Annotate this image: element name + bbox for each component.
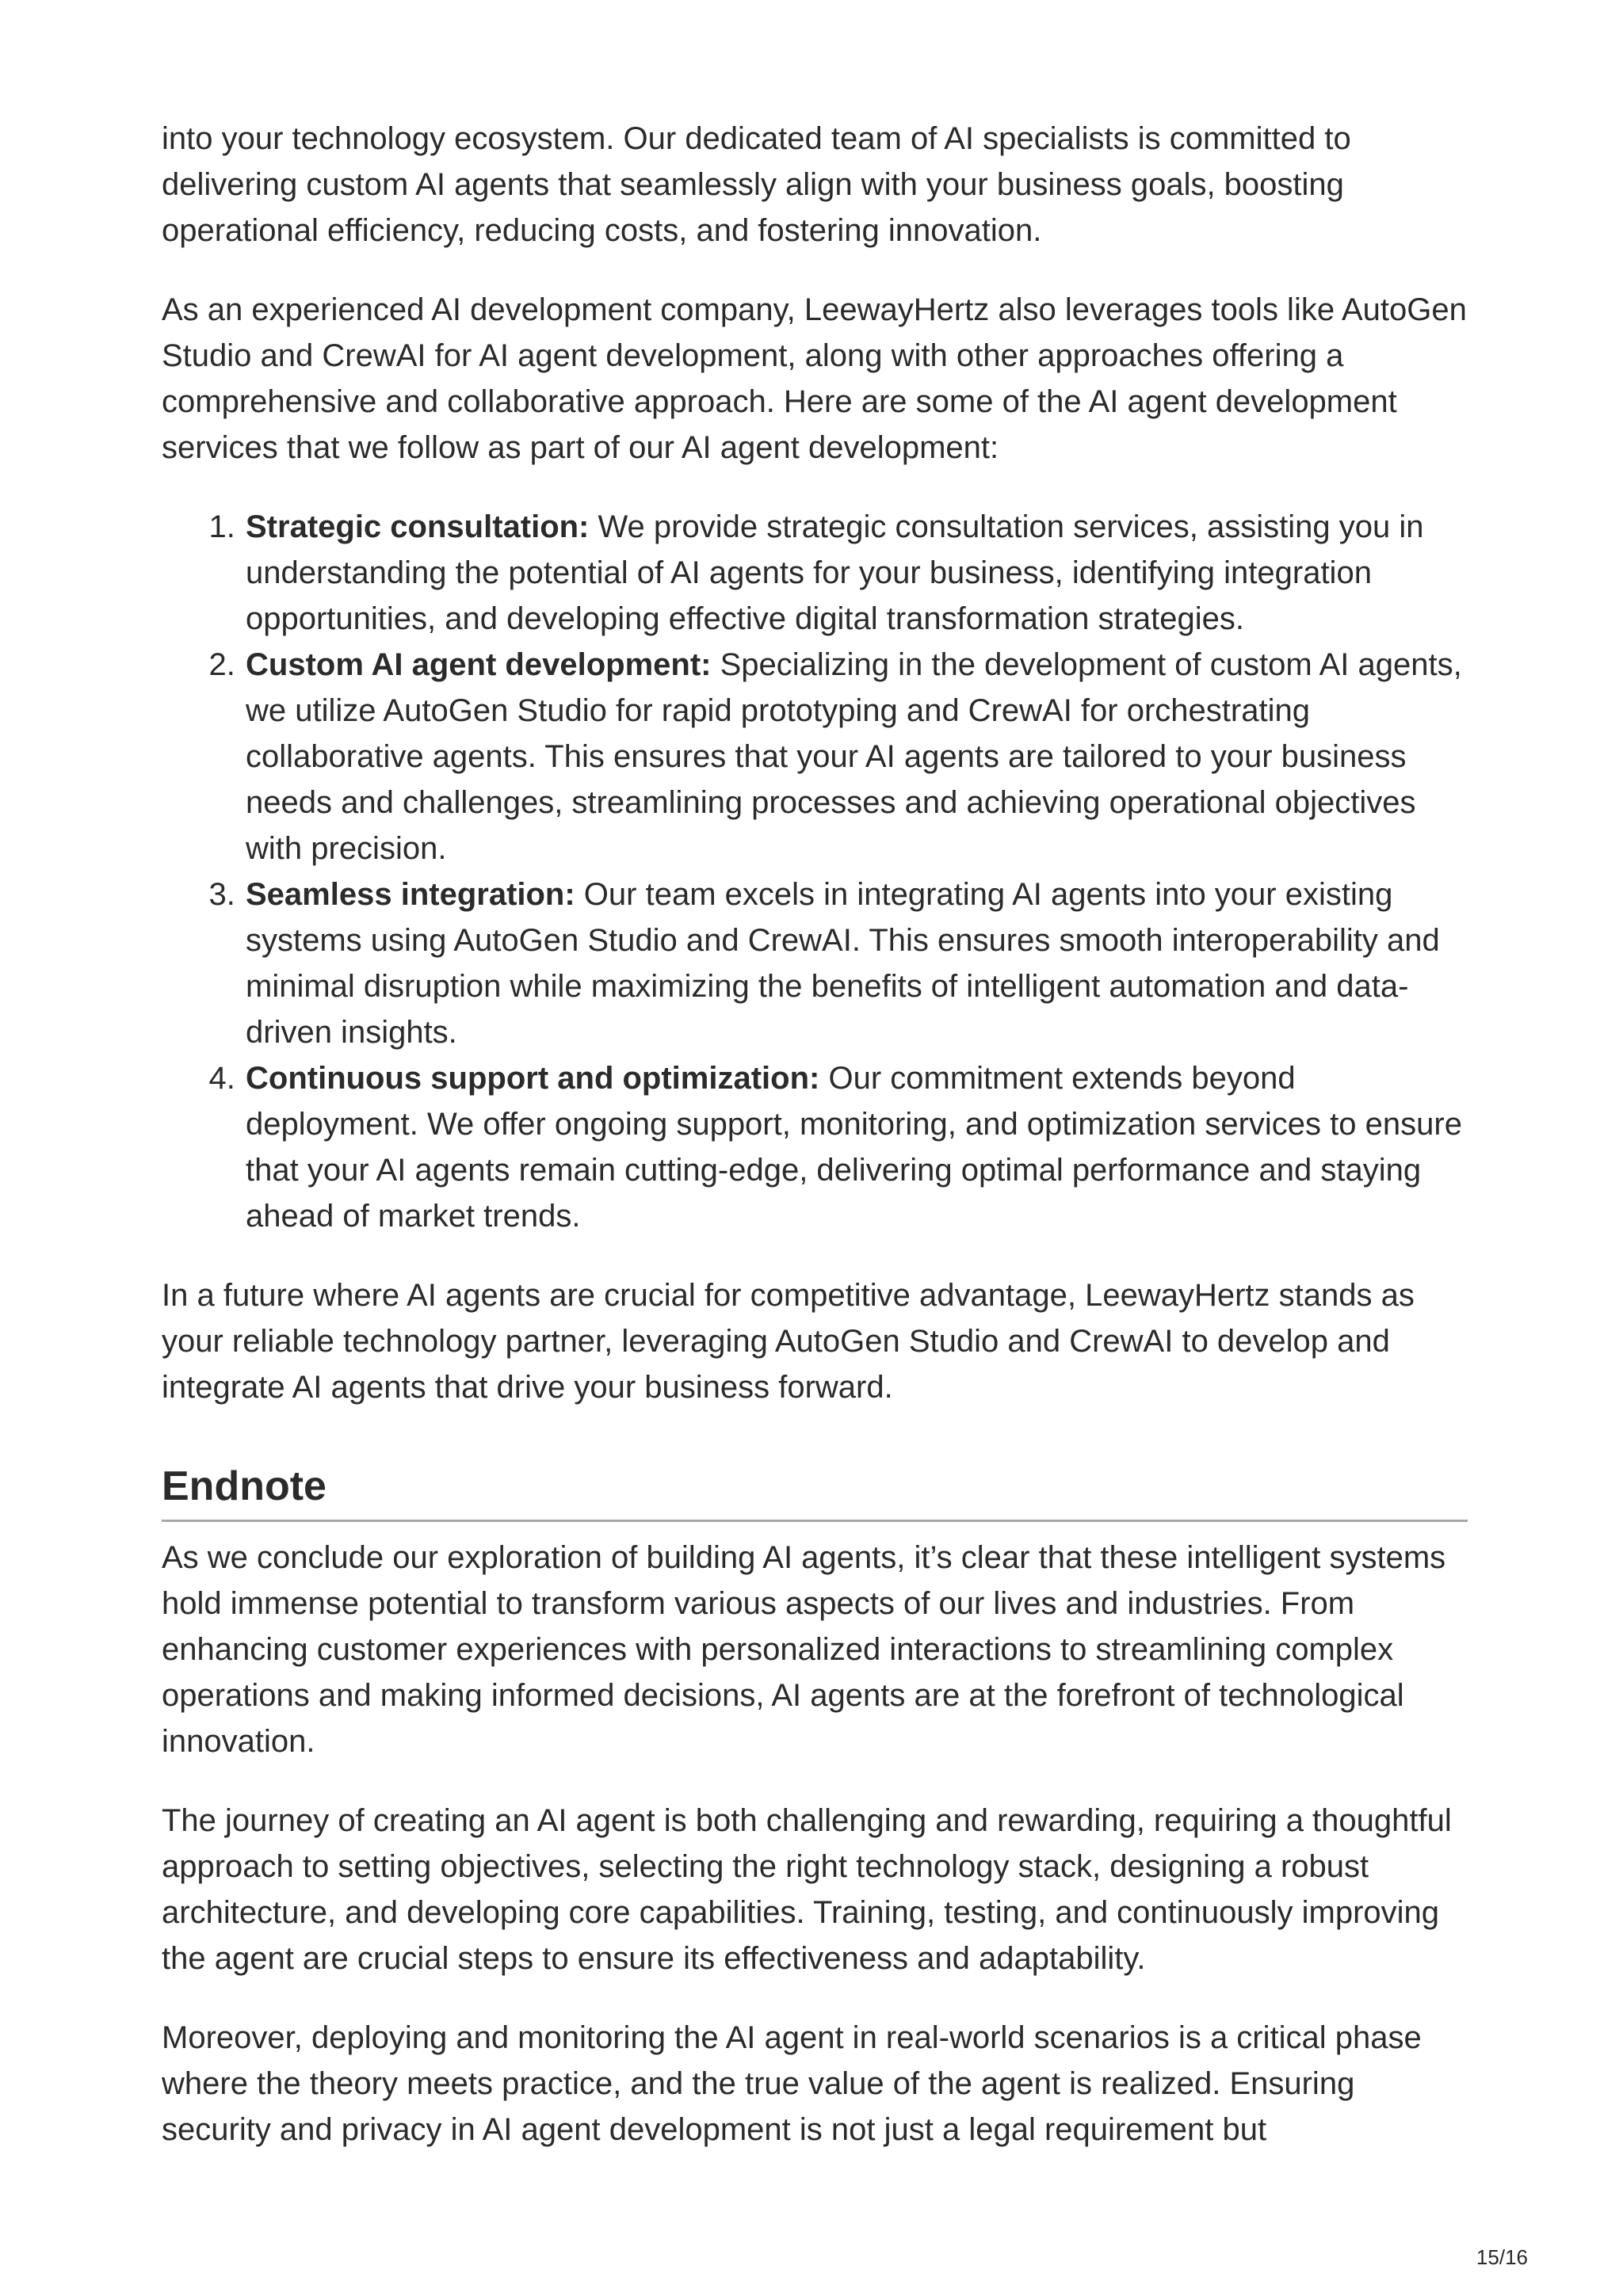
list-item-title: Custom AI agent development: [246, 647, 712, 682]
list-item-title: Continuous support and optimization: [246, 1061, 820, 1096]
list-item [244, 871, 1468, 1055]
closing-paragraph: In a future where AI agents are crucial for competitive advantage, LeewayHertz stands as your reliable technology partner, leveraging AutoGen Studio and CrewAI to develop and integrate AI agents that drive your business forward. [162, 1278, 1415, 1405]
list-item-text: We provide strategic consultation services, assisting you in understanding the potential of AI agents for your business, identifying integration opportunities, and developing effective digital transformation strategies. [246, 509, 1424, 636]
list-item-text: Our commitment extends beyond deployment. We offer ongoing support, monitoring, and optimization services to ensure that your AI agents remain cutting-edge, delivering optimal performance and staying ahead of market trends. [246, 1061, 1462, 1234]
page-number: 15/16 [1476, 2245, 1528, 2269]
intro-paragraph-1: into your technology ecosystem. Our dedicated team of AI specialists is committed to delivering custom AI agents that seamlessly align with your business goals, boosting operational efficiency, reducing costs, and fostering innovation. [162, 121, 1351, 248]
list-item-text: Our team excels in integrating AI agents into your existing systems using AutoGen Studio and CrewAI. This ensures smooth interoperability and minimal disruption while maximizing the benefits of intelligent automation and data-driven insights. [246, 877, 1440, 1050]
endnote-paragraph-2: The journey of creating an AI agent is both challenging and rewarding, requiring a thoughtful approach to setting objectives, selecting the right technology stack, designing a robust architecture, and developing core capabilities. Training, testing, and continuously improving the agent are crucial steps to ensure its effectiveness and adaptability. [162, 1803, 1452, 1976]
list-item-title: Strategic consultation: [246, 509, 590, 544]
list-item [244, 642, 1468, 871]
endnote-paragraph-3: Moreover, deploying and monitoring the AI agent in real-world scenarios is a critical phase where the theory meets practice, and the true value of the agent is realized. Ensuring security and privacy in AI agent development is not just a legal requirement but [162, 2020, 1422, 2147]
list-item-title: Seamless integration: [246, 877, 575, 912]
endnote-paragraph-1: As we conclude our exploration of building AI agents, it’s clear that these intelligent systems hold immense potential to transform various aspects of our lives and industries. From enhancing customer experiences with personalized interactions to streamlining complex operations and making informed decisions, AI agents are at the forefront of technological innovation. [162, 1540, 1446, 1759]
services-list [162, 504, 1468, 1239]
list-item-text: Specializing in the development of custom AI agents, we utilize AutoGen Studio for rapid prototyping and CrewAI for orchestrating collaborative agents. This ensures that your AI agents are tailored to your business needs and challenges, streamlining processes and achieving operational objectives with precision. [246, 647, 1462, 866]
document-page [162, 116, 1468, 2153]
list-item [244, 504, 1468, 642]
intro-paragraph-2: As an experienced AI development company, LeewayHertz also leverages tools like AutoGen Studio and CrewAI for AI agent development, along with other approaches offering a comprehensive and collaborative approach. Here are some of the AI agent development services that we follow as part of our AI agent development: [162, 292, 1467, 465]
endnote-heading: Endnote [162, 1459, 1468, 1522]
list-item [244, 1055, 1468, 1239]
